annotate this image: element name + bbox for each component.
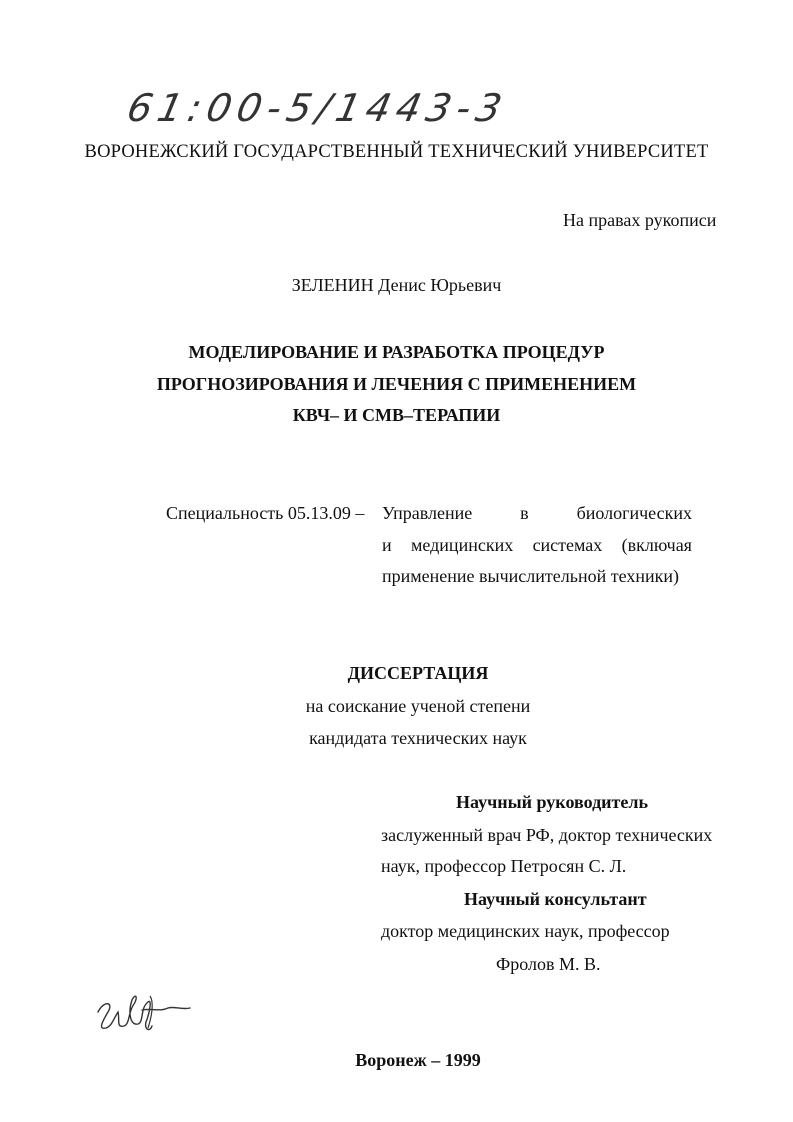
specialty-word: и [382,535,392,555]
specialty-description-line [382,535,692,556]
specialty-word: биологических [576,503,692,523]
rights-note: На правах рукописи [563,210,717,230]
author-signature [90,982,200,1047]
specialty-description-line [382,503,692,524]
supervisor-heading: Научный руководитель [456,792,648,812]
specialty-word: системах [532,535,603,555]
degree-line: кандидата технических наук [309,728,527,748]
archive-code-handwritten: 61:00-5/1443-3 [123,86,512,130]
city-year: Воронеж – 1999 [355,1050,481,1070]
thesis-title-line: МОДЕЛИРОВАНИЕ И РАЗРАБОТКА ПРОЦЕДУР [188,342,605,362]
thesis-title-line: ПРОГНОЗИРОВАНИЯ И ЛЕЧЕНИЯ С ПРИМЕНЕНИЕМ [156,374,637,394]
specialty-label: Специальность 05.13.09 – [166,503,365,523]
specialty-word: медицинских [411,535,514,555]
consultant-name: Фролов М. В. [496,954,601,974]
document-type: ДИССЕРТАЦИЯ [347,663,489,683]
university-name: ВОРОНЕЖСКИЙ ГОСУДАРСТВЕННЫЙ ТЕХНИЧЕСКИЙ УНИВЕРСИТЕТ [84,142,709,162]
consultant-credentials: доктор медицинских наук, профессор [381,921,670,941]
thesis-title-line: КВЧ– И СМВ–ТЕРАПИИ [292,405,501,425]
specialty-word: Управление [382,503,473,523]
specialty-word: в [520,503,529,523]
degree-line: на соискание ученой степени [305,696,531,716]
specialty-word: (включая [621,535,692,555]
supervisor-name: наук, профессор Петросян С. Л. [381,856,627,876]
specialty-description-line: применение вычислительной техники) [382,566,679,586]
signature-scribble [90,982,200,1042]
consultant-heading: Научный консультант [464,889,647,909]
supervisor-credentials: заслуженный врач РФ, доктор технических [381,825,713,845]
author-name: ЗЕЛЕНИН Денис Юрьевич [291,275,502,295]
